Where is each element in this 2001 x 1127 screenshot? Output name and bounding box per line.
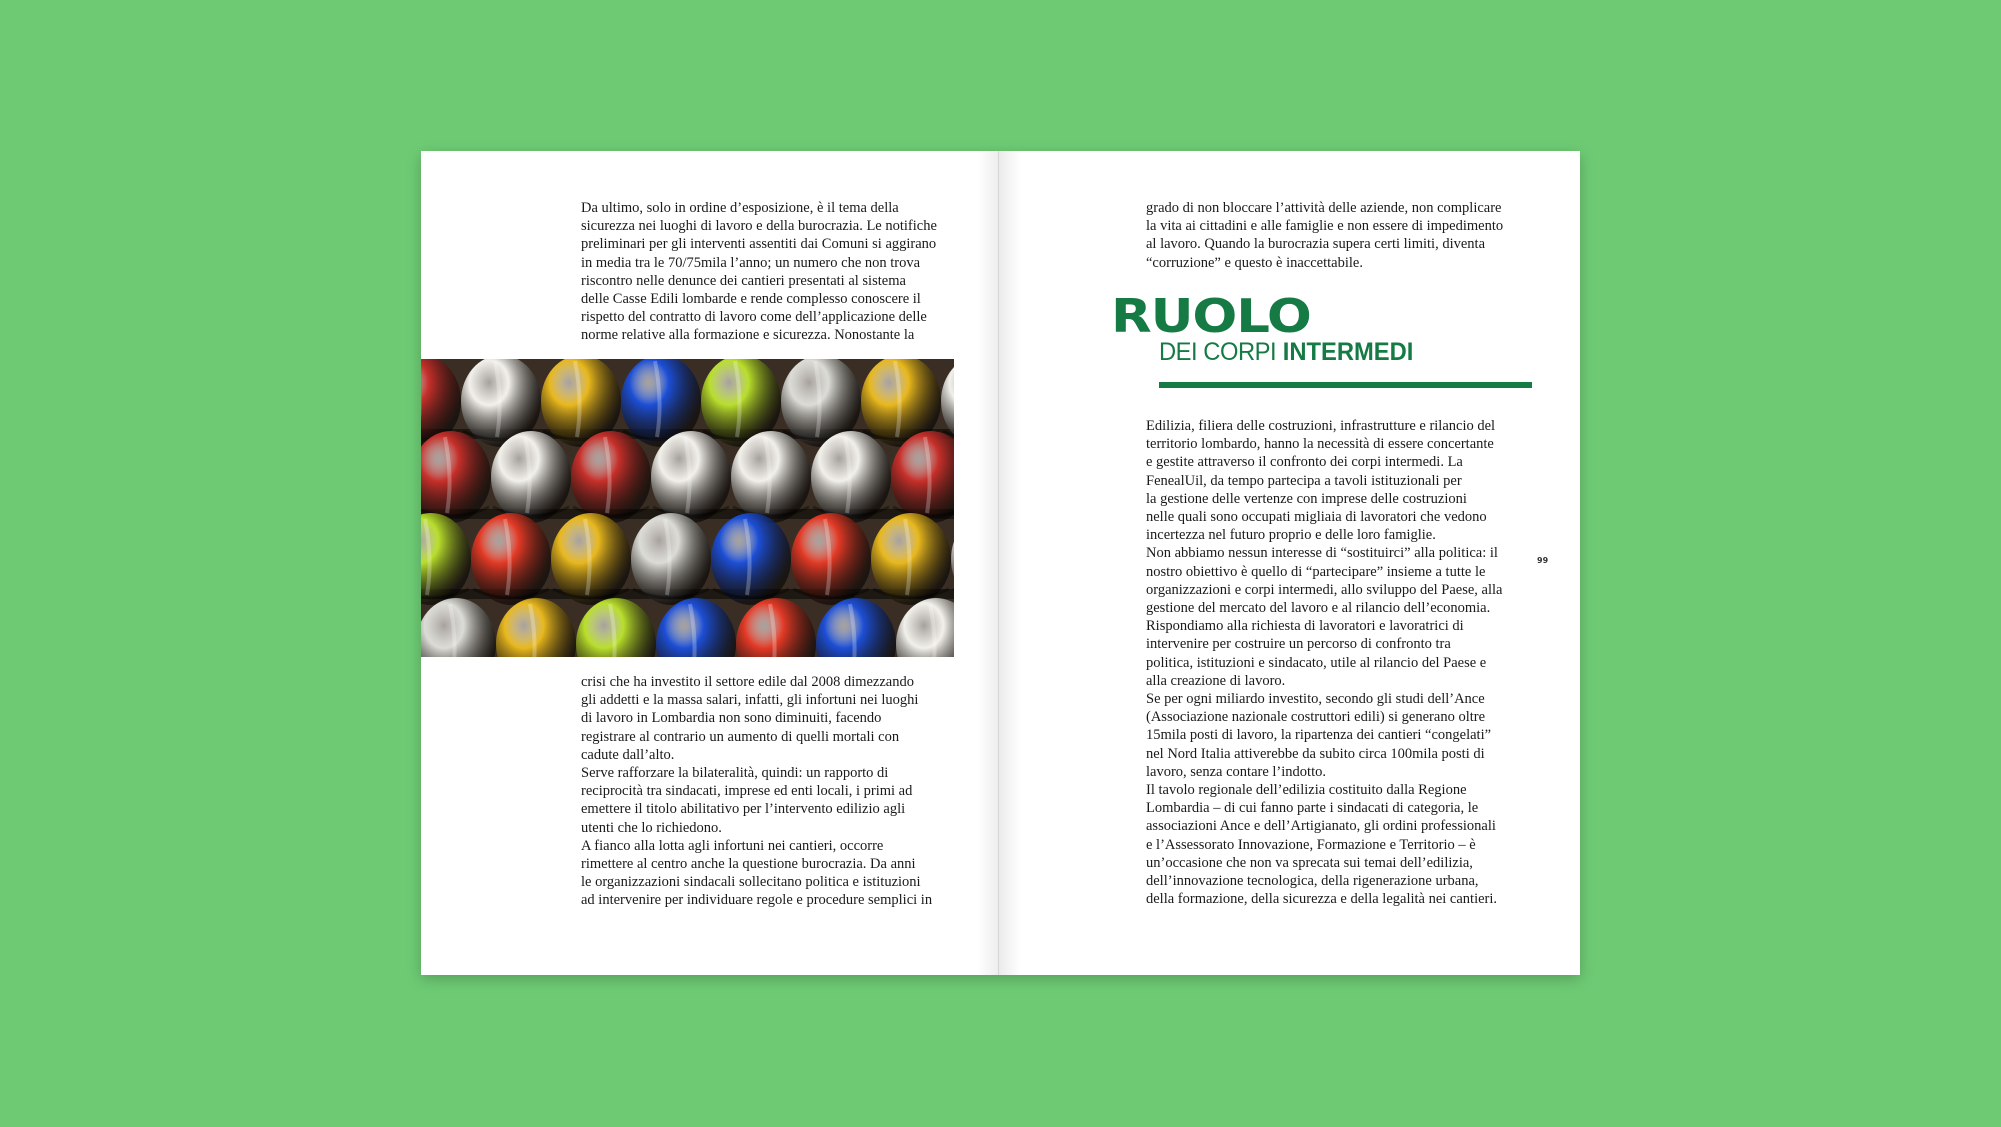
text-line: Rispondiamo alla richiesta di lavoratori e lavoratrici di	[1146, 618, 1464, 635]
text-line: utenti che lo richiedono.	[581, 819, 722, 836]
gutter-shade-right	[999, 151, 1021, 975]
page-number: 99	[1537, 556, 1549, 565]
left-page	[421, 151, 999, 975]
text-line: ad intervenire per individuare regole e procedure semplici in	[581, 892, 933, 909]
text-line: Non abbiamo nessun interesse di “sostituirci” alla politica: il	[1146, 545, 1498, 562]
text-line: e l’Assessorato Innovazione, Formazione e Territorio – è	[1146, 836, 1476, 853]
text-line: norme relative alla formazione e sicurezza. Nonostante la	[581, 327, 915, 344]
text-line: delle Casse Edili lombarde e rende complesso conoscere il	[581, 291, 921, 308]
text-line: associazioni Ance e dell’Artigianato, gli ordini professionali	[1146, 818, 1496, 835]
text-line: dell’innovazione tecnologica, della rigenerazione urbana,	[1146, 873, 1479, 890]
text-line: politica, istituzioni e sindacato, utile al rilancio del Paese e	[1146, 654, 1487, 671]
text-line: la vita ai cittadini e alle famiglie e non essere di impedimento	[1146, 218, 1504, 235]
text-line: reciprocità tra sindacati, imprese ed enti locali, i primi ad	[581, 783, 913, 800]
left-bottom-paragraph	[581, 673, 961, 910]
text-line: Da ultimo, solo in ordine d’esposizione, è il tema della	[581, 200, 899, 216]
text-line: la gestione delle vertenze con imprese delle costruzioni	[1146, 490, 1467, 507]
text-line: registrare al contrario un aumento di quelli mortali con	[581, 728, 900, 745]
text-line: sicurezza nei luoghi di lavoro e della burocrazia. Le notifiche	[581, 218, 937, 235]
section-heading-sub-bold: INTERMEDI	[1282, 338, 1414, 366]
text-line: preliminari per gli interventi assentiti dai Comuni si aggirano	[581, 236, 937, 253]
text-line: nelle quali sono occupati migliaia di lavoratori che vedono	[1146, 509, 1487, 526]
text-line: di lavoro in Lombardia non sono diminuiti, facendo	[581, 710, 882, 727]
text-line: A fianco alla lotta agli infortuni nei cantieri, occorre	[581, 837, 884, 854]
text-line: (Associazione nazionale costruttori edili) si generano oltre	[1146, 709, 1486, 726]
left-top-paragraph	[581, 199, 961, 345]
text-line: e gestite attraverso il confronto dei corpi intermedi. La	[1146, 454, 1463, 471]
text-line: Edilizia, filiera delle costruzioni, infrastrutture e rilancio del	[1146, 418, 1496, 434]
text-line: Lombardia – di cui fanno parte i sindacati di categoria, le	[1146, 800, 1479, 817]
text-line: in media tra le 70/75mila l’anno; un numero che non trova	[581, 254, 921, 271]
text-line: “corruzione” e questo è inaccettabile.	[1146, 254, 1363, 271]
text-line: al lavoro. Quando la burocrazia supera certi limiti, diventa	[1146, 236, 1486, 253]
right-page	[999, 151, 1580, 975]
book-spread	[421, 151, 1580, 975]
text-line: emettere il titolo abilitativo per l’intervento edilizio agli	[581, 801, 906, 818]
text-line: intervenire per costruire un percorso di confronto tra	[1146, 636, 1451, 653]
text-line: riscontro nelle denunce dei cantieri presentati al sistema	[581, 272, 906, 289]
text-line: della formazione, della sicurezza e della legalità nei cantieri.	[1146, 891, 1498, 908]
helmets-image	[421, 359, 954, 657]
text-line: rispetto del contratto di lavoro come dell’applicazione delle	[581, 309, 927, 326]
text-line: incertezza nel futuro proprio e delle loro famiglie.	[1146, 527, 1436, 544]
gutter-shade-left	[977, 151, 999, 975]
text-line: un’occasione che non va sprecata sui temai dell’edilizia,	[1146, 854, 1473, 871]
text-line: territorio lombardo, hanno la necessità di essere concertante	[1146, 436, 1494, 453]
text-line: crisi che ha investito il settore edile dal 2008 dimezzando	[581, 674, 914, 690]
text-line: 15mila posti di lavoro, la ripartenza dei cantieri “congelati”	[1146, 727, 1492, 744]
section-heading-sub	[1159, 338, 1413, 366]
text-line: rimettere al centro anche la questione burocrazia. Da anni	[581, 856, 916, 873]
text-line: FenealUil, da tempo partecipa a tavoli istituzionali per	[1146, 472, 1462, 489]
text-line: organizzazioni e corpi intermedi, allo sviluppo del Paese, alla	[1146, 581, 1503, 598]
text-line: Se per ogni miliardo investito, secondo gli studi dell’Ance	[1146, 691, 1485, 708]
text-line: nel Nord Italia attiverebbe da subito circa 100mila posti di	[1146, 745, 1485, 762]
text-line: grado di non bloccare l’attività delle aziende, non complicare	[1146, 200, 1502, 216]
section-heading-sub-light: DEI CORPI	[1159, 338, 1277, 366]
helmets-photo	[421, 359, 954, 657]
text-line: Serve rafforzare la bilateralità, quindi: un rapporto di	[581, 765, 889, 782]
text-line: gli addetti e la massa salari, infatti, gli infortuni nei luoghi	[581, 692, 919, 709]
text-line: le organizzazioni sindacali sollecitano politica e istituzioni	[581, 874, 921, 891]
section-heading-main: RUOLO	[1111, 289, 1311, 343]
text-line: lavoro, senza contare l’indotto.	[1146, 763, 1326, 780]
text-line: gestione del mercato del lavoro e al rilancio dell’economia.	[1146, 600, 1491, 617]
right-top-paragraph	[1146, 199, 1546, 272]
right-body-paragraph	[1146, 417, 1549, 908]
text-line: alla creazione di lavoro.	[1146, 672, 1286, 689]
text-line: Il tavolo regionale dell’edilizia costituito dalla Regione	[1146, 782, 1467, 799]
section-heading-rule	[1159, 382, 1532, 388]
text-line: cadute dall’alto.	[581, 746, 675, 763]
text-line: nostro obiettivo è quello di “partecipare” insieme a tutte le	[1146, 563, 1486, 580]
